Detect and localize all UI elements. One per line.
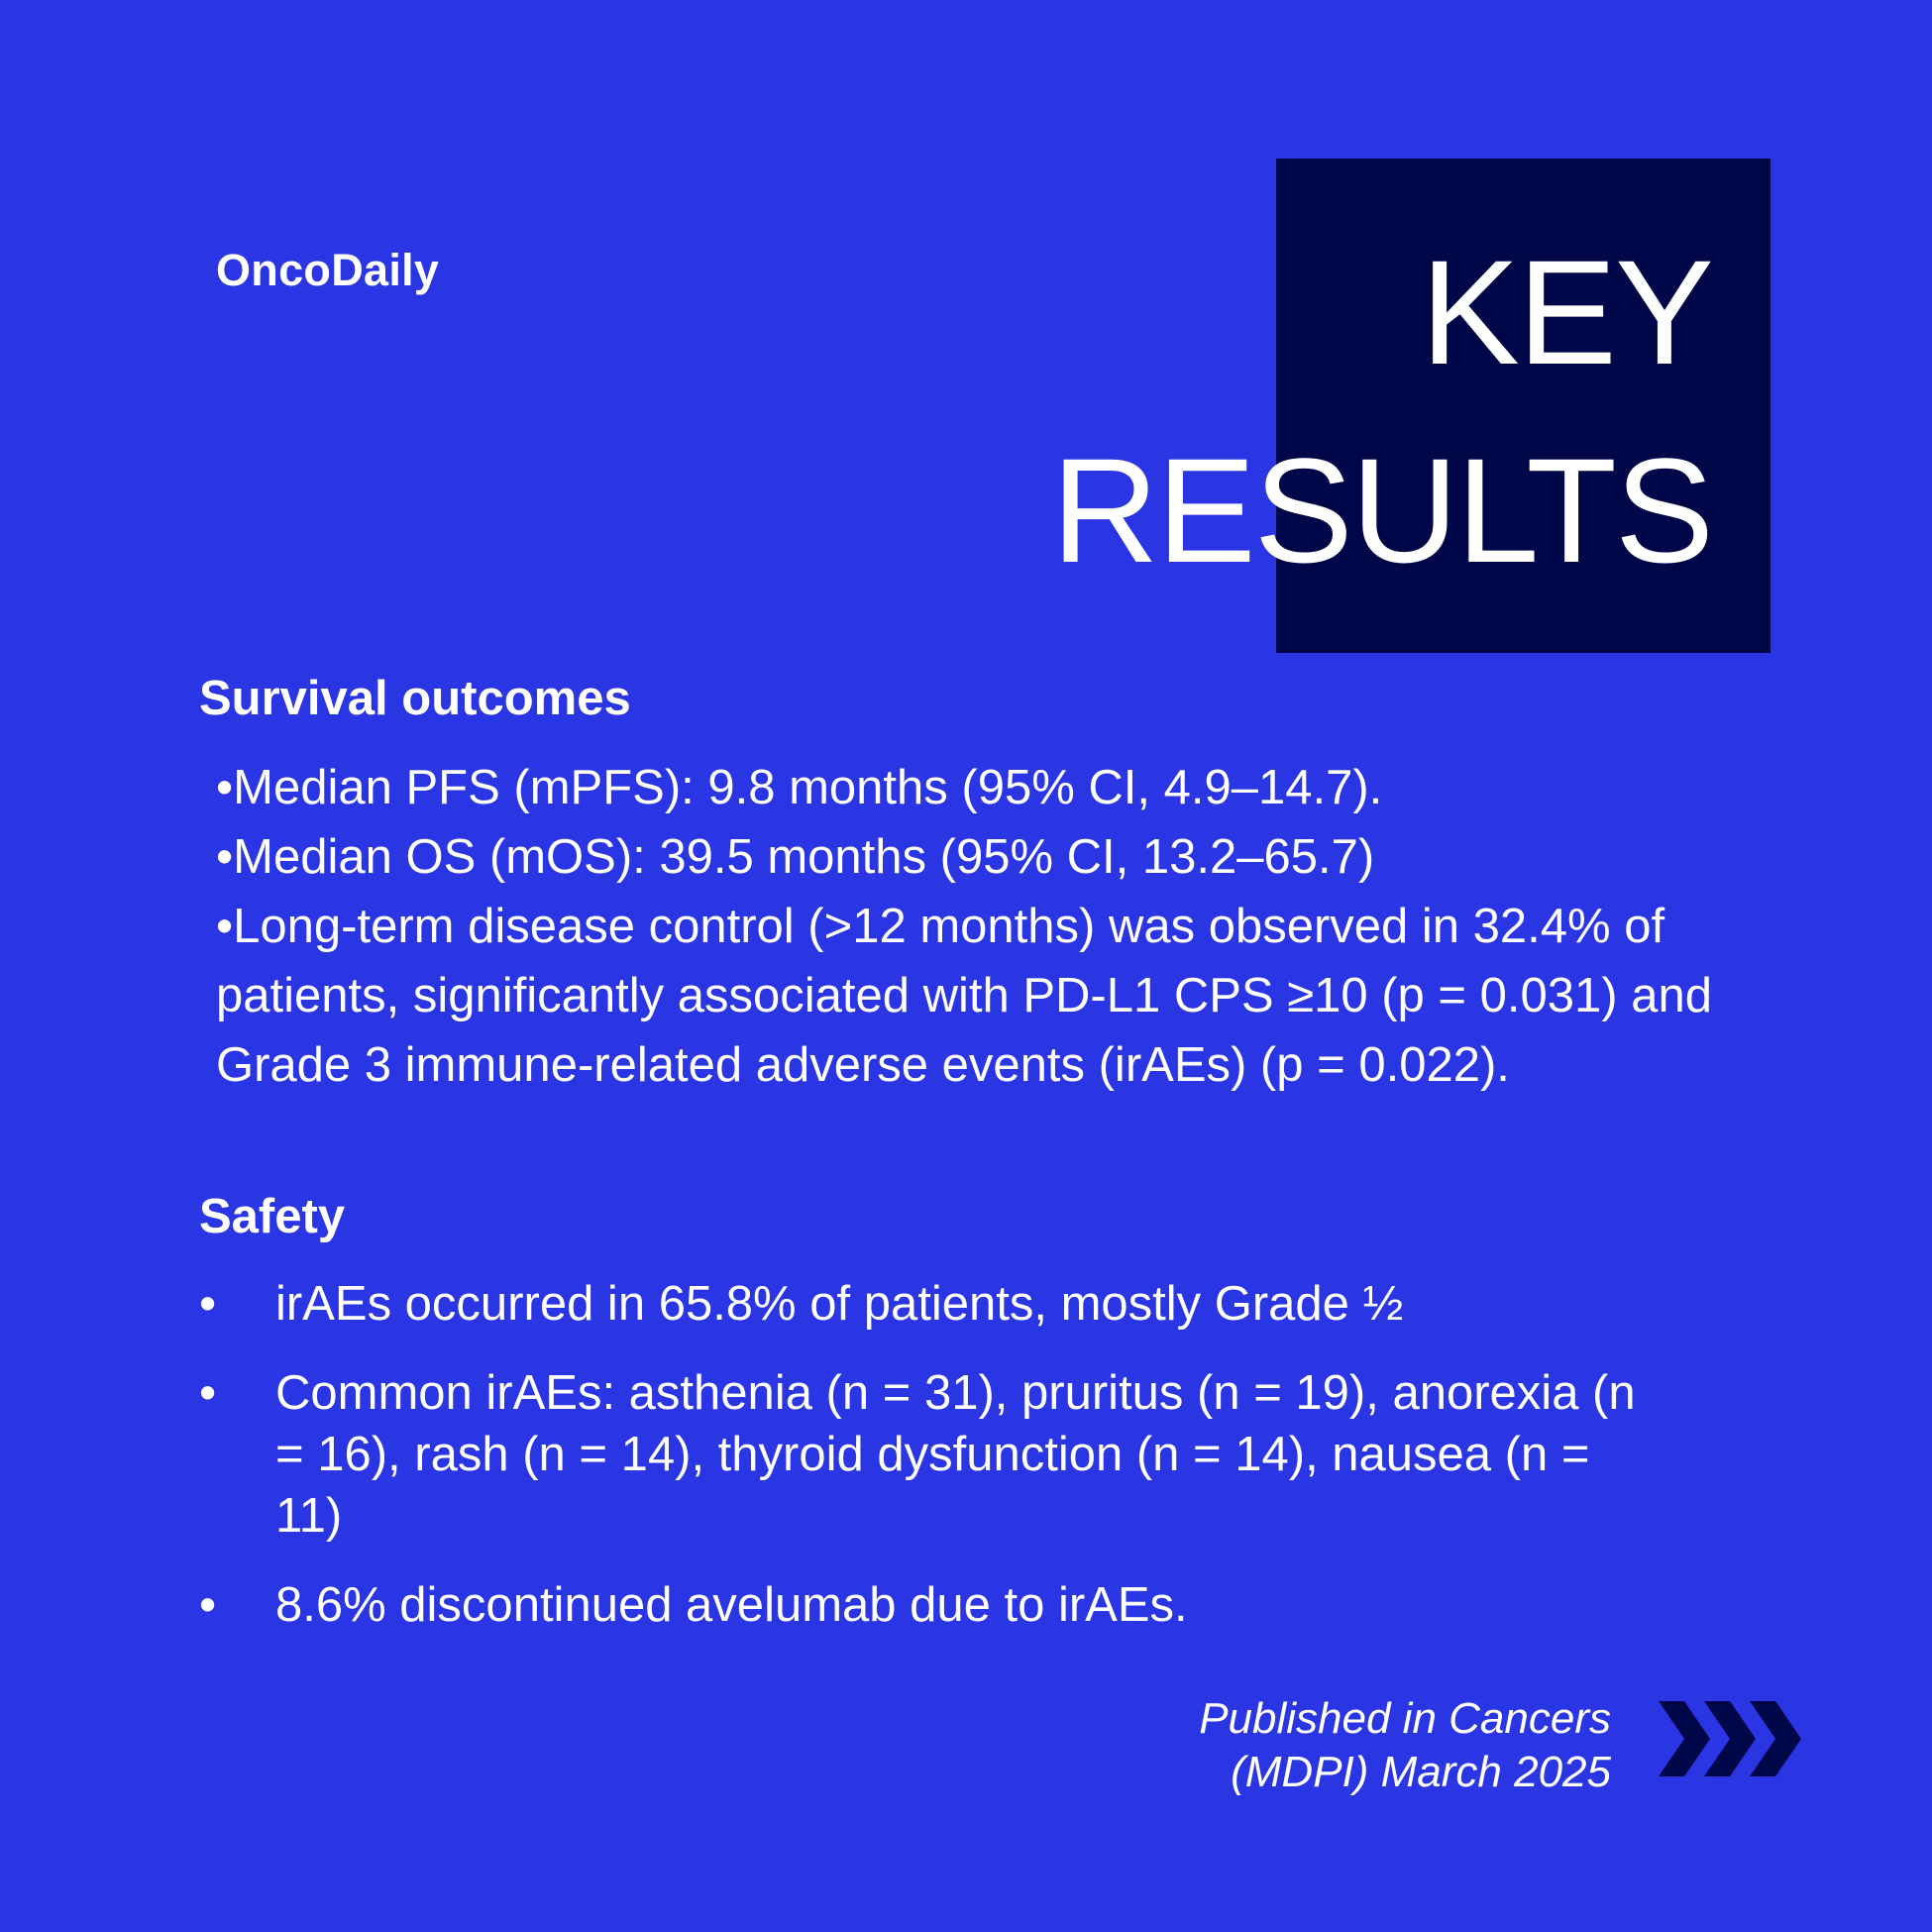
survival-item-os: •Median OS (mOS): 39.5 months (95% CI, 13.2–65.7) <box>216 830 1375 884</box>
safety-item-text: irAEs occurred in 65.8% of patients, mostly Grade ½ <box>275 1277 1404 1331</box>
safety-heading: Safety <box>199 1190 346 1243</box>
survival-list <box>216 753 1821 1100</box>
brand-logo-text: OncoDaily <box>216 245 440 295</box>
survival-heading: Survival outcomes <box>199 672 631 725</box>
title-line-results: RESULTS <box>1051 427 1712 593</box>
survival-item-pfs: •Median PFS (mPFS): 9.8 months (95% CI, 4.9–14.7). <box>216 761 1383 814</box>
bullet-icon: • <box>199 1277 217 1331</box>
bullet-icon: • <box>199 1366 217 1420</box>
safety-item-iraes-rate <box>199 1273 1636 1335</box>
safety-item-text: Common irAEs: asthenia (n = 31), pruritus (n = 19), anorexia (n = 16), rash (n = 14), thyroid dysfunction (n = 14), nausea (n = 11) <box>275 1366 1636 1543</box>
triple-chevron-right-icon[interactable] <box>1659 1701 1803 1776</box>
publication-line-2: (MDPI) March 2025 <box>1231 1748 1611 1796</box>
safety-item-text: 8.6% discontinued avelumab due to irAEs. <box>275 1578 1188 1632</box>
survival-item-disease-control: •Long-term disease control (>12 months) was observed in 32.4% of patients, significantly associated with PD-L1 CPS ≥10 (p = 0.031) and Grade 3 immune-related adverse events (irAEs) (p = 0.022). <box>216 900 1712 1092</box>
publication-line-1: Published in Cancers <box>1199 1694 1611 1743</box>
title-line-key: KEY <box>1420 229 1712 395</box>
safety-item-discontinued <box>199 1574 1636 1636</box>
safety-list <box>199 1273 1636 1664</box>
publication-note <box>1199 1692 1611 1799</box>
bullet-icon: • <box>199 1578 217 1632</box>
safety-item-common-iraes <box>199 1362 1636 1547</box>
